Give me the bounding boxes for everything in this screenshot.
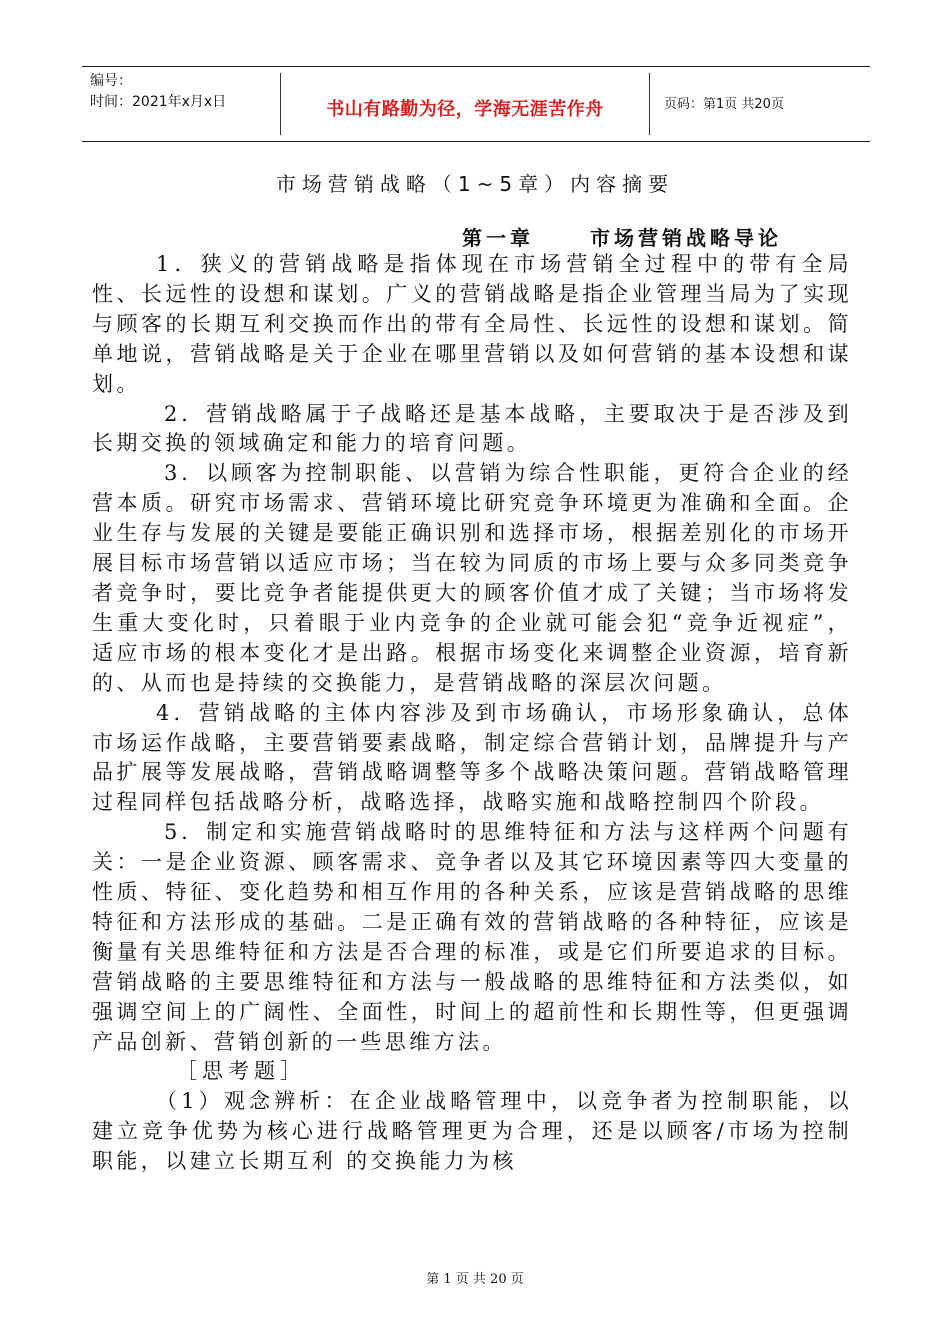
page-footer: 第 1 页 共 20 页 [426,1272,524,1287]
paragraph-1: 1．狭义的营销战略是指体现在市场营销全过程中的带有全局性、长远性的设想和谋划。广义的营销战略是指企业管理当局为了实现与顾客的长期互利交换而作出的带有全局性、长远性的设想和谋划。简单地说，营销战略是关于企业在哪里营销以及如何营销的基本设想和谋划。 [92,252,852,396]
paragraph-5: 5．制定和实施营销战略时的思维特征和方法与这样两个问题有关：一是企业资源、顾客需求、竞争者以及其它环境因素等四大变量的性质、特征、变化趋势和相互作用的各种关系，应该是营销战略的思维特征和方法形成的基础。二是正确有效的营销战略的各种特征，应该是衡量有关思维特征和方法是否合理的标准，或是它们所要追求的目标。营销战略的主要思维特征和方法与一般战略的思维特征和方法类似，如强调空间上的广阔性、全面性，时间上的超前性和长期性等，但更强调产品创新、营销创新的一些思维方法。 [92,820,852,1054]
motto-box [280,73,650,135]
page-header [82,66,870,142]
document-body [92,250,852,1177]
question-1: （1）观念辨析：在企业战略管理中，以竞争者为控制职能，以建立竞争优势为核心进行战略管理更为合理，还是以顾客/市场为控制职能，以建立长期互利 的交换能力为核 [92,1089,852,1174]
motto-text: 书山有路勤为径，学海无涯苦作舟 [326,99,604,120]
page-info: 页码：第1页 共20页 [664,97,784,112]
paragraph-3: 3．以顾客为控制职能、以营销为综合性职能，更符合企业的经营本质。研究市场需求、营销环境比研究竞争环境更为准确和全面。企业生存与发展的关键是要能正确识别和选择市场，根据差别化的市场开展目标市场营销以适应市场；当在较为同质的市场上要与众多同类竞争者竞争时，要比竞争者能提供更大的顾客价值才成了关键；当市场将发生重大变化时，只着眼于业内竞争的企业就可能会犯“竞争近视症”，适应市场的根本变化才是出路。根据市场变化来调整企业资源，培育新的、从而也是持续的交换能力，是营销战略的深层次问题。 [92,461,852,695]
chapter-name: 市场营销战略导论 [590,226,782,250]
header-meta [90,71,226,113]
chapter-number: 第一章 [462,226,534,250]
paragraph-2: 2．营销战略属于子战略还是基本战略，主要取决于是否涉及到长期交换的领域确定和能力的培育问题。 [92,401,852,456]
paragraph-4: 4．营销战略的主体内容涉及到市场确认，市场形象确认，总体市场运作战略，主要营销要素战略，制定综合营销计划，品牌提升与产品扩展等发展战略，营销战略调整等多个战略决策问题。营销战略管理过程同样包括战略分析，战略选择，战略实施和战略控制四个阶段。 [92,700,852,815]
serial-number-label: 编号： [90,73,132,89]
time-label: 时间：2021年x月x日 [90,94,227,110]
questions-heading: ［思考题］ [176,1059,306,1084]
document-title: 市场营销战略（1~5章）内容摘要 [275,172,675,196]
chapter-heading [462,222,782,251]
